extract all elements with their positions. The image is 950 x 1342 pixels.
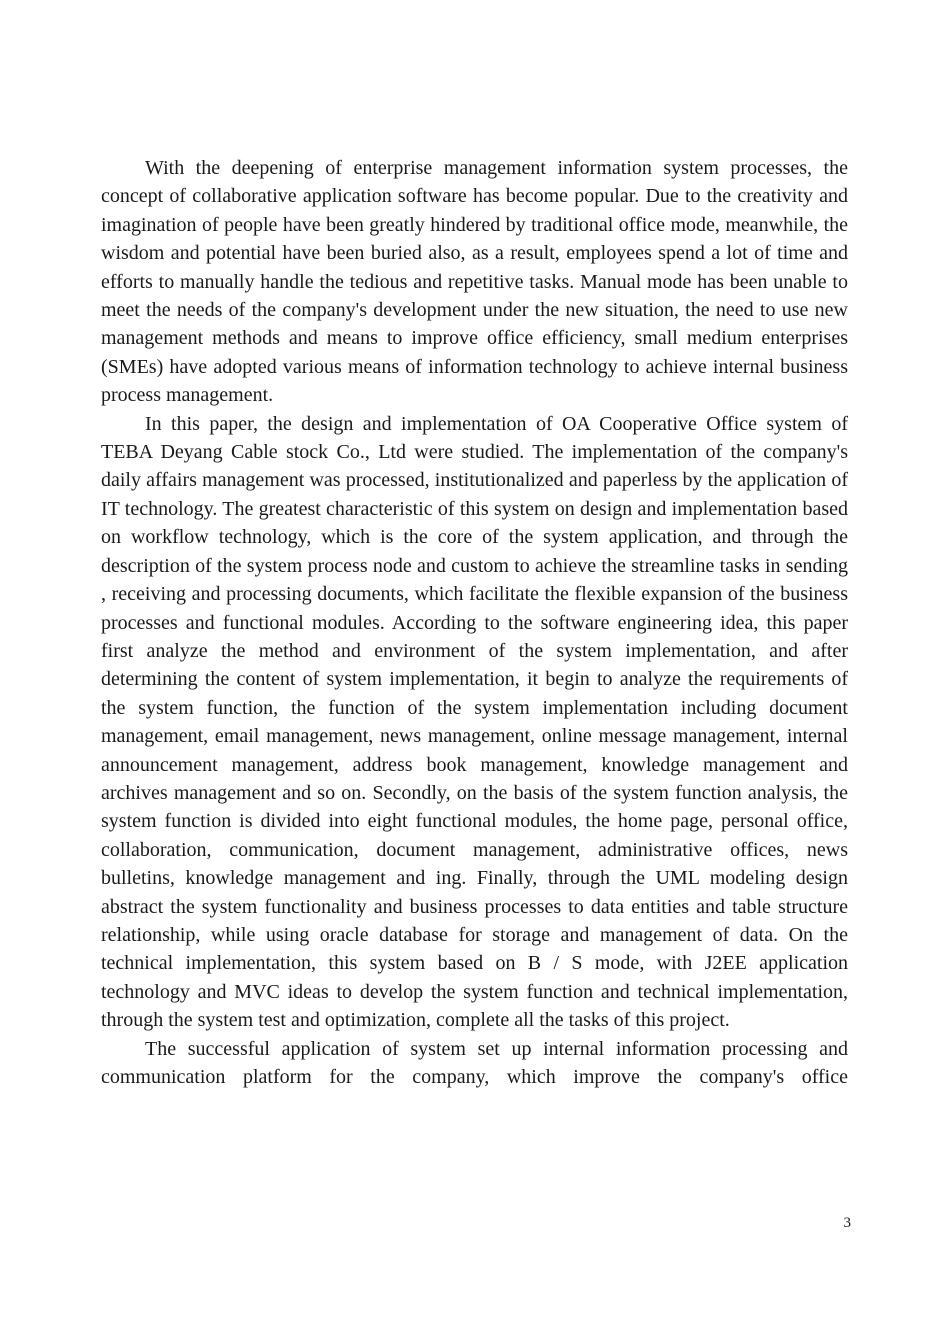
page-number: 3 (843, 1215, 851, 1231)
paragraph-intro: With the deepening of enterprise management information system processes, the concept of collaborative application software has become popular. Due to the creativity and imagination of people have been greatly hindered by traditional office mode, meanwhile, the wisdom and potential have been buried also, as a result, employees spend a lot of time and efforts to manually handle the tedious and repetitive tasks. Manual mode has been unable to meet the needs of the company's development under the new situation, the need to use new management methods and means to improve office efficiency, small medium enterprises (SMEs) have adopted various means of information technology to achieve internal business process management. (101, 157, 848, 407)
paragraph-application: The successful application of system set up internal information processing and communication platform for the company, which improve the company's office (101, 1037, 848, 1088)
paragraph-design-implementation: In this paper, the design and implementation of OA Cooperative Office system of TEBA Deyang Cable stock Co., Ltd were studied. The implementation of the company's daily affairs management was processed, institutionalized and paperless by the application of IT technology. The greatest characteristic of this system on design and implementation based on workflow technology, which is the core of the system application, and through the description of the system process node and custom to achieve the streamline tasks in sending , receiving and processing documents, which facilitate the flexible expansion of the business processes and functional modules. According to the software engineering idea, this paper first analyze the method and environment of the system implementation, and after determining the content of system implementation, it begin to analyze the requirements of the system function, the function of the system implementation including document management, email management, news management, online message management, internal announcement management, address book management, knowledge management and archives management and so on. Secondly, on the basis of the system function analysis, the system function is divided into eight functional modules, the home page, personal office, collaboration, communication, document management, administrative offices, news bulletins, knowledge management and ing. Finally, through the UML modeling design abstract the system functionality and business processes to data entities and table structure relationship, while using oracle database for storage and management of data. On the technical implementation, this system based on B / S mode, with J2EE application technology and MVC ideas to develop the system function and technical implementation, through the system test and optimization, complete all the tasks of this project. (101, 412, 848, 1032)
body-text (101, 154, 848, 1091)
